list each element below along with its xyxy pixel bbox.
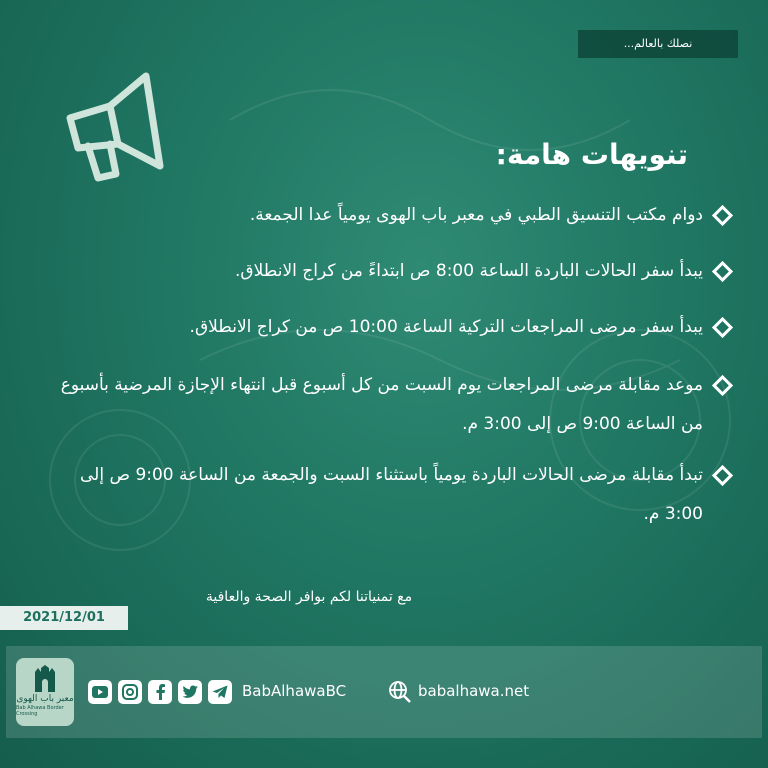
list-item [50,366,730,444]
notice-text: يبدأ سفر مرضى المراجعات التركية الساعة 10:00 ص من كراج الانطلاق. [189,317,703,337]
list-item [50,456,730,534]
social-handle[interactable]: BabAlhawaBC [242,682,347,700]
notice-text: تبدأ مقابلة مرضى الحالات الباردة يومياً باستثناء السبت والجمعة من الساعة 9:00 ص إلى 3:00 م. [80,465,703,524]
twitter-icon[interactable] [178,680,202,704]
telegram-icon[interactable] [208,680,232,704]
social-links [88,680,232,704]
globe-search-icon [388,680,412,704]
youtube-icon[interactable] [88,680,112,704]
heading: تنويهات هامة: [495,138,688,171]
list-item [50,198,730,232]
notice-text: يبدأ سفر الحالات الباردة الساعة 8:00 ص ابتداءً من كراج الانطلاق. [235,261,703,281]
closing-wishes: مع تمنياتنا لكم بوافر الصحة والعافية [205,589,413,605]
list-item [50,254,730,288]
website-link[interactable]: babalhawa.net [418,682,530,700]
diamond-bullet-icon [712,465,733,486]
megaphone-icon [58,66,168,186]
date-badge: 2021/12/01 [0,606,128,630]
logo-name: معبر باب الهوى [16,694,74,704]
logo-subtitle: Bab Alhawa Border Crossing [16,705,64,717]
instagram-icon[interactable] [118,680,142,704]
notice-text: موعد مقابلة مرضى المراجعات يوم السبت من كل أسبوع قبل انتهاء الإجازة المرضية بأسبوع من الساعة 9:00 ص إلى 3:00 م. [60,375,703,434]
footer-bar [6,646,762,738]
diamond-bullet-icon [712,261,733,282]
logo [16,658,74,726]
diamond-bullet-icon [712,205,733,226]
list-item [50,310,730,344]
notice-text: دوام مكتب التنسيق الطبي في معبر باب الهوى يومياً عدا الجمعة. [249,205,703,225]
notice-list [50,198,730,546]
tagline: نصلك بالعالم... [578,30,738,58]
diamond-bullet-icon [712,317,733,338]
facebook-icon[interactable] [148,680,172,704]
gate-logo-icon [32,664,58,692]
diamond-bullet-icon [712,375,733,396]
